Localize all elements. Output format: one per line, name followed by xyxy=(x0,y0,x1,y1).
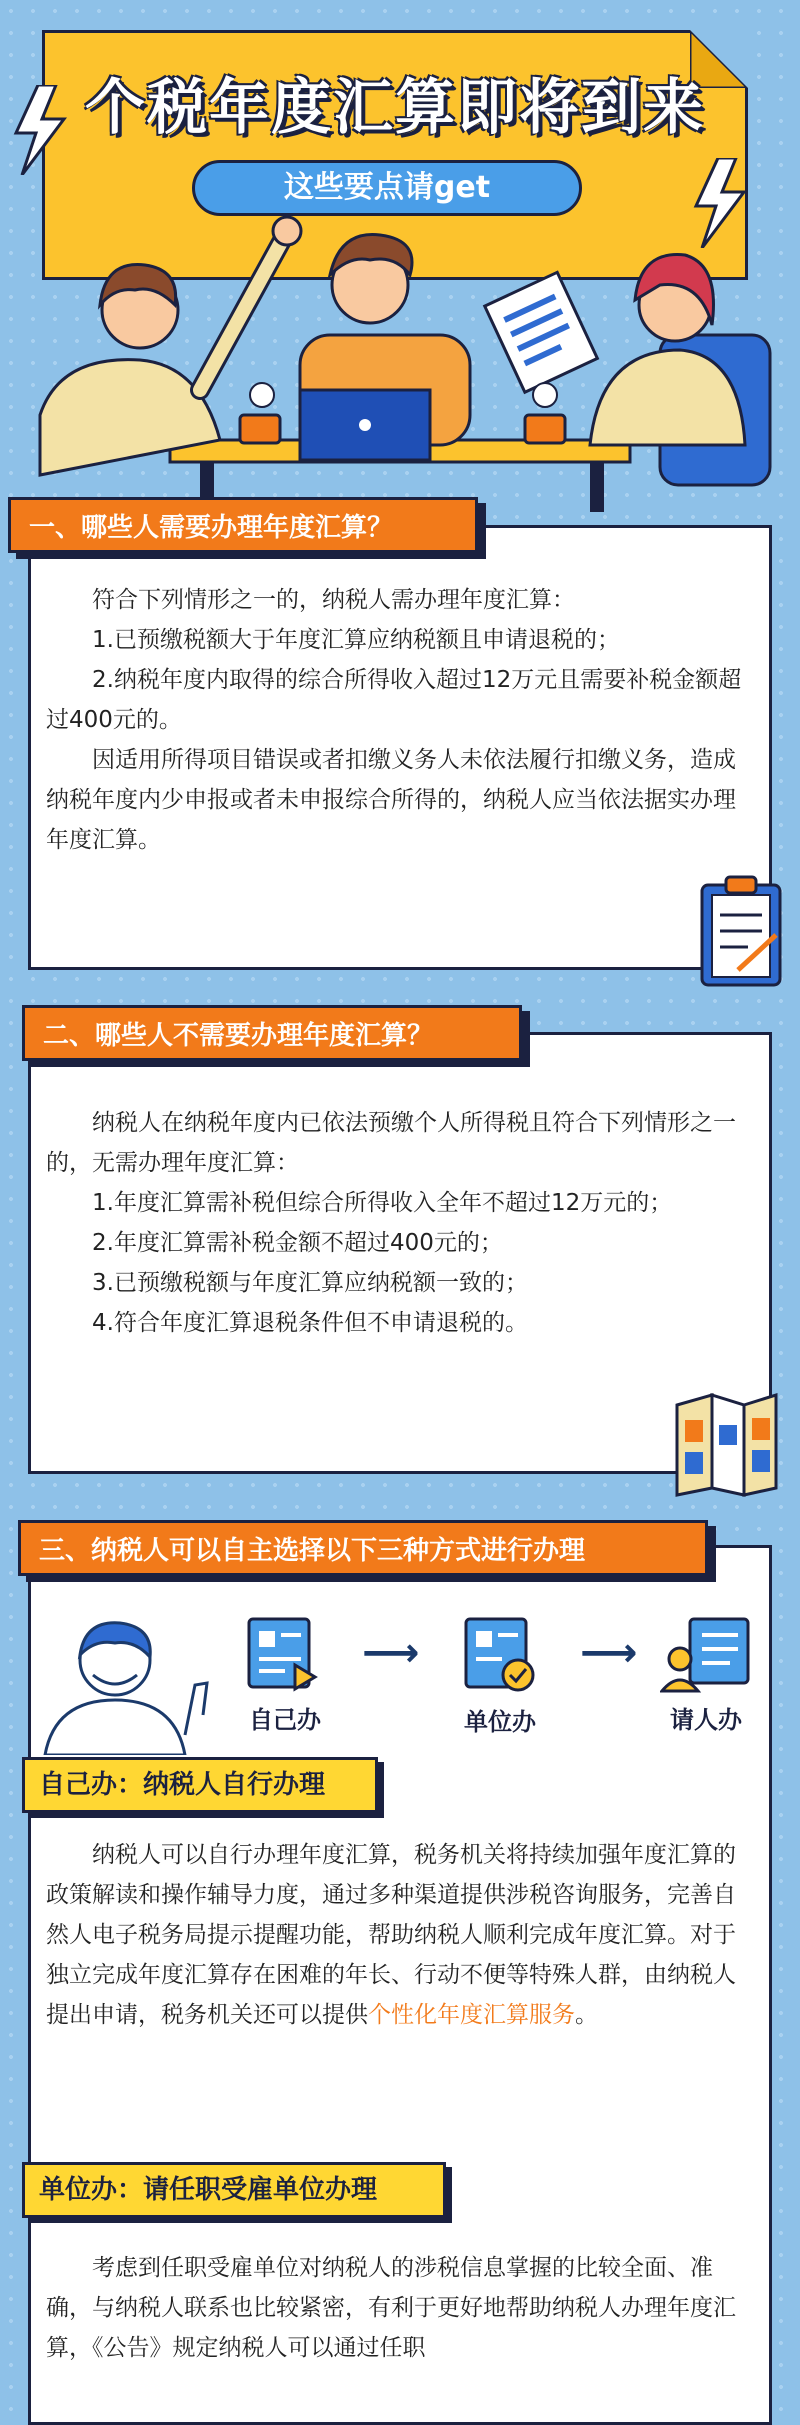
personalized-service-highlight: 个性化年度汇算服务 xyxy=(368,2002,575,2028)
arrow-right-icon: ⟶ xyxy=(362,1630,420,1676)
document-check-icon xyxy=(462,1615,542,1695)
section2-body xyxy=(46,1103,746,1343)
self-method-end: 。 xyxy=(575,2002,598,2028)
section3-title: 三、纳税人可以自主选择以下三种方式进行办理 xyxy=(18,1520,708,1576)
section2-line: 3.已预缴税额与年度汇算应纳税额一致的； xyxy=(92,1270,528,1296)
document-form-icon xyxy=(245,1615,325,1695)
clipboard-icon xyxy=(698,875,784,990)
section2-line: 1.年度汇算需补税但综合所得收入全年不超过12万元的； xyxy=(92,1190,673,1216)
self-method-text: 纳税人可以自行办理年度汇算，税务机关将持续加强年度汇算的政策解读和操作辅导力度，通过多种渠道提供涉税咨询服务，完善自然人电子税务局提示提醒功能，帮助纳税人顺利完成年度汇算。对于独立完成年度汇算存在困难的年长、行动不便等特殊人群，由纳税人提出申请，税务机关还可以提供 xyxy=(46,1842,736,2028)
section1-line: 2.纳税年度内取得的综合所得收入超过12万元且需要补税金额超过400元的。 xyxy=(46,667,742,733)
section1-title: 一、哪些人需要办理年度汇算？ xyxy=(8,497,478,553)
lightning-icon xyxy=(8,85,68,175)
method-label-agent: 请人办 xyxy=(670,1706,742,1734)
section2-line: 纳税人在纳税年度内已依法预缴个人所得税且符合下列情形之一的，无需办理年度汇算： xyxy=(46,1110,736,1176)
self-method-body xyxy=(46,1835,752,2035)
section2-line: 2.年度汇算需补税金额不超过400元的； xyxy=(92,1230,503,1256)
section2-line: 4.符合年度汇算退税条件但不申请退税的。 xyxy=(92,1310,528,1336)
section1-line: 符合下列情形之一的，纳税人需办理年度汇算： xyxy=(92,587,575,613)
employer-method-text: 考虑到任职受雇单位对纳税人的涉税信息掌握的比较全面、准确，与纳税人联系也比较紧密，有利于更好地帮助纳税人办理年度汇算，《公告》规定纳税人可以通过任职 xyxy=(46,2255,736,2361)
method-label-employer: 单位办 xyxy=(464,1708,536,1736)
person-document-icon xyxy=(660,1615,752,1695)
page-subtitle: 这些要点请get xyxy=(192,160,582,216)
self-method-title: 自己办：纳税人自行办理 xyxy=(22,1757,378,1813)
page-title: 个税年度汇算即将到来 xyxy=(85,73,705,143)
method-label-self: 自己办 xyxy=(249,1706,321,1734)
section1-line: 1.已预缴税额大于年度汇算应纳税额且申请退税的； xyxy=(92,627,620,653)
section1-line: 因适用所得项目错误或者扣缴义务人未依法履行扣缴义务，造成纳税年度内少申报或者未申报综合所得的，纳税人应当依法据实办理年度汇算。 xyxy=(46,747,736,853)
employer-method-title: 单位办：请任职受雇单位办理 xyxy=(22,2162,446,2218)
arrow-right-icon: ⟶ xyxy=(580,1630,638,1676)
employer-method-body xyxy=(46,2248,752,2368)
section1-body xyxy=(46,580,746,860)
thumbs-up-man-illustration xyxy=(35,1605,215,1755)
office-workers-illustration xyxy=(0,215,800,515)
brochure-icon xyxy=(672,1390,782,1500)
section2-title: 二、哪些人不需要办理年度汇算？ xyxy=(22,1005,522,1061)
